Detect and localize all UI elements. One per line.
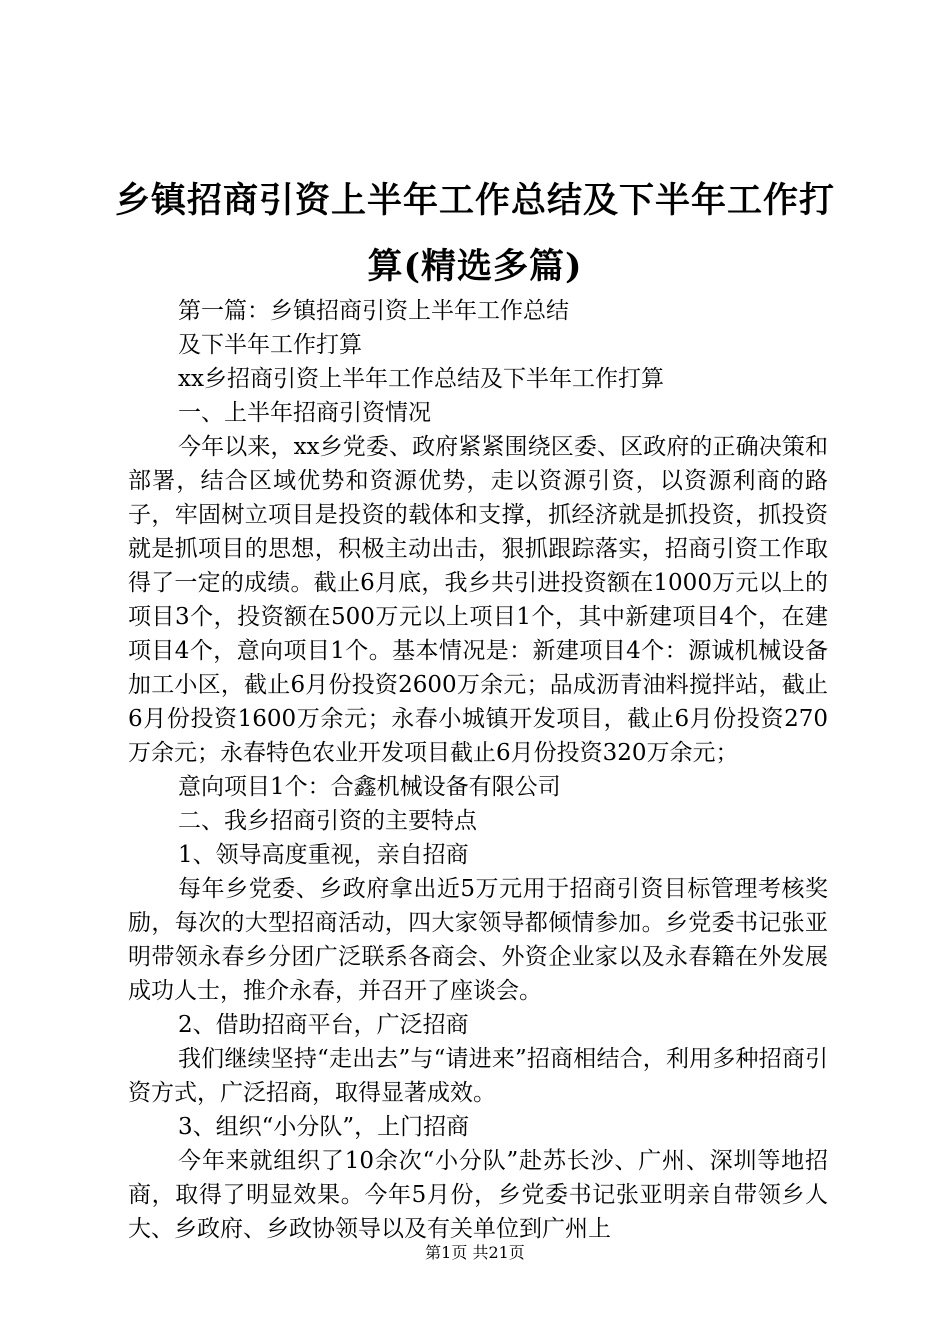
article-subtitle: xx乡招商引资上半年工作总结及下半年工作打算 [178,366,664,392]
subheading-2: 2、借助招商平台，广泛招商 [178,1012,469,1038]
body-paragraph: 今年来就组织了10余次“小分队”赴苏长沙、广州、深圳等地招商，取得了明显效果。今年5月份，乡党委书记张亚明亲自带领乡人大、乡政府、乡政协领导以及有关单位到广州上 [128,1148,828,1242]
body-paragraph: 今年以来，xx乡党委、政府紧紧围绕区委、区政府的正确决策和部署，结合区域优势和资源优势，走以资源引资，以资源利商的路子，牢固树立项目是投资的载体和支撑，抓经济就是抓投资，抓投资就是抓项目的思想，积极主动出击，狠抓跟踪落实，招商引资工作取得了一定的成绩。截止6月底，我乡共引进投资额在1000万元以上的项目3个，投资额在500万元以上项目1个，其中新建项目4个，在建项目4个，意向项目1个。基本情况是：新建项目4个：源诚机械设备加工小区，截止6月份投资2600万余元；品成沥青油料搅拌站，截止6月份投资1600万余元；永春小城镇开发项目，截止6月份投资270万余元；永春特色农业开发项目截止6月份投资320万余元； [128,434,828,766]
section-heading: 第一篇：乡镇招商引资上半年工作总结 [178,298,569,324]
document-body [128,294,828,1246]
section-heading-continued: 及下半年工作打算 [178,332,362,358]
heading-part-1: 一、上半年招商引资情况 [178,400,431,426]
body-paragraph: 我们继续坚持“走出去”与“请进来”招商相结合，利用多种招商引资方式，广泛招商，取得显著成效。 [128,1046,828,1106]
heading-part-2: 二、我乡招商引资的主要特点 [178,808,477,834]
body-paragraph: 每年乡党委、乡政府拿出近5万元用于招商引资目标管理考核奖励，每次的大型招商活动，四大家领导都倾情参加。乡党委书记张亚明带领永春乡分团广泛联系各商会、外资企业家以及永春籍在外发展成功人士，推介永春，并召开了座谈会。 [128,876,828,1004]
subheading-1: 1、领导高度重视，亲自招商 [178,842,469,868]
page-footer: 第1页 共21页 [425,1243,525,1262]
body-paragraph: 意向项目1个：合鑫机械设备有限公司 [178,774,561,800]
document-title: 乡镇招商引资上半年工作总结及下半年工作打算(精选多篇) [114,180,835,287]
subheading-3: 3、组织“小分队”，上门招商 [178,1114,470,1140]
